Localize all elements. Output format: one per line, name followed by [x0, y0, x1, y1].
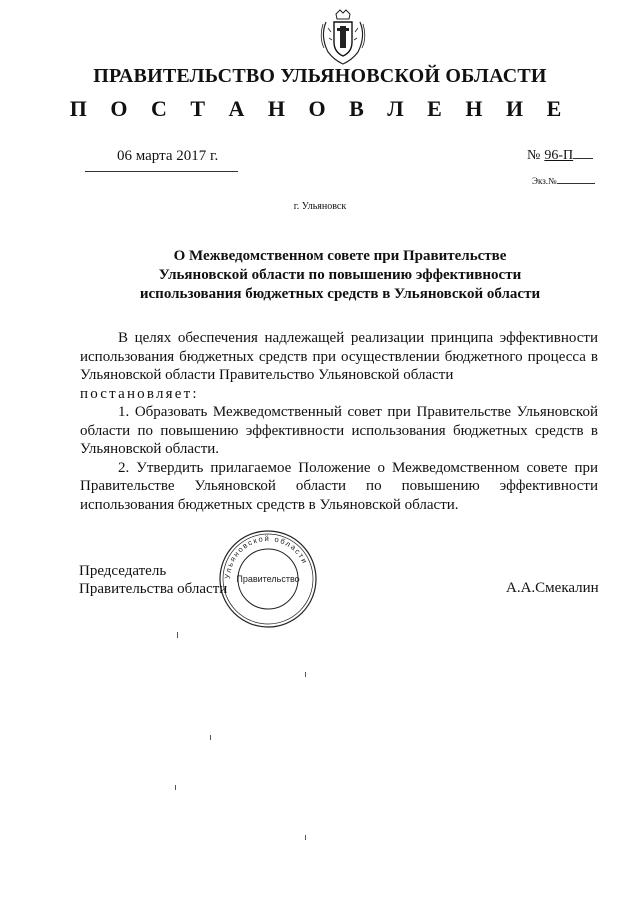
- scan-mark: [210, 735, 211, 740]
- document-subject: [100, 247, 580, 304]
- city: г. Ульяновск: [293, 201, 347, 212]
- official-seal: [216, 527, 320, 631]
- seal-ring-text: Ульяновской области: [222, 533, 310, 580]
- document-type: П О С Т А Н О В Л Е Н И Е: [69, 96, 571, 121]
- resolves-word: постановляет:: [80, 385, 199, 402]
- signatory-position: [79, 562, 227, 598]
- government-title: ПРАВИТЕЛЬСТВО УЛЬЯНОВСКОЙ ОБЛАСТИ: [93, 65, 547, 87]
- document-number: [527, 148, 593, 164]
- position-line: Правительства области: [79, 581, 228, 597]
- preamble: В целях обеспечения надлежащей реализации принципа эффективности использования бюджетных средств при осуществлении бюджетного процесса в Ульяновской области Правительство Ульяновской области: [80, 330, 598, 383]
- scan-mark: [305, 672, 306, 677]
- position-line: Председатель: [79, 563, 167, 579]
- number-underline: [573, 158, 593, 159]
- number-value: 96-П: [544, 148, 574, 163]
- document-date: 06 марта 2017 г.: [117, 148, 219, 164]
- document-body: [80, 329, 598, 514]
- scan-mark: [177, 632, 178, 638]
- copy-label: Экз.№: [532, 176, 557, 186]
- subject-line: использования бюджетных средств в Ульяновской области: [139, 286, 541, 302]
- subject-line: О Межведомственном совете при Правительстве: [173, 248, 507, 264]
- number-label: №: [527, 148, 541, 163]
- copy-underline: [557, 183, 595, 184]
- scan-mark: [305, 835, 306, 840]
- coat-of-arms-icon: [318, 8, 368, 66]
- item-1: 1. Образовать Межведомственный совет при Правительстве Ульяновской области по повышению эффективности использования бюджетных средств в Ульяновской области.: [80, 404, 598, 457]
- scan-mark: [175, 785, 176, 790]
- copy-number: [532, 176, 595, 186]
- signatory-name: А.А.Смекалин: [506, 580, 599, 596]
- date-underline: [85, 171, 238, 172]
- subject-line: Ульяновской области по повышению эффективности: [158, 267, 522, 283]
- seal-center-text: Правительство: [236, 574, 300, 584]
- item-2: 2. Утвердить прилагаемое Положение о Межведомственном совете при Правительстве Ульяновской области по повышению эффективности использования бюджетных средств в Ульяновской области.: [80, 459, 598, 513]
